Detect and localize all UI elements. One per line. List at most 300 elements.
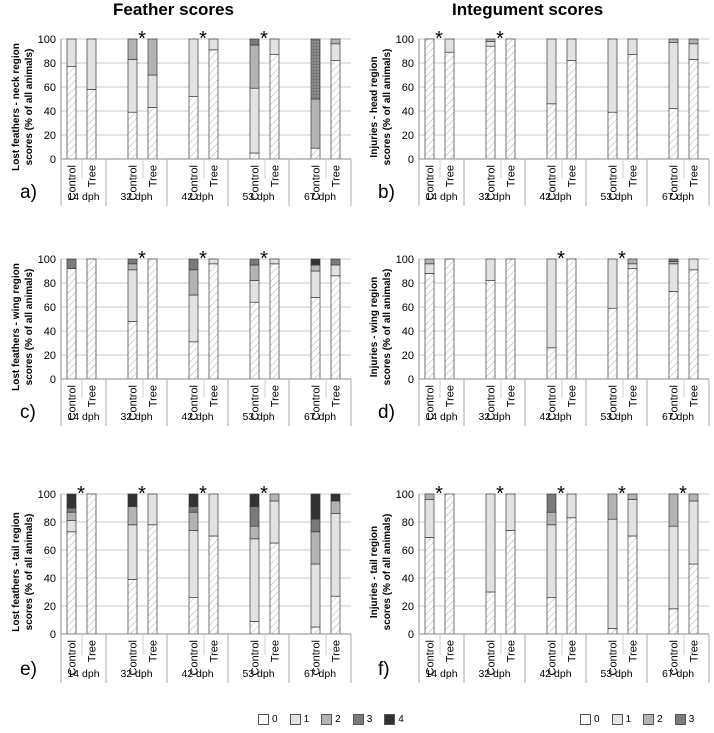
x-treatment-label: Tree	[688, 165, 701, 188]
legend-feather	[258, 714, 404, 725]
x-group-label: 14 dph	[67, 191, 100, 203]
chart-panel-a	[11, 28, 351, 206]
y-tick-label: 80	[43, 278, 56, 290]
bar-segment-score-0	[148, 259, 157, 379]
x-group-label: 67 dph	[303, 411, 337, 423]
bar-segment-score-4	[67, 494, 76, 508]
x-group-label: 14 dph	[425, 668, 458, 680]
bar-segment-score-3	[67, 259, 76, 269]
bar-segment-score-1	[445, 39, 454, 52]
x-treatment-label: Control	[249, 165, 262, 201]
x-treatment-label: Control	[424, 640, 437, 676]
y-tick-label: 0	[49, 374, 56, 386]
bar-segment-score-0	[270, 264, 279, 379]
bar-segment-score-0	[128, 112, 137, 159]
bar-segment-score-0	[425, 273, 434, 379]
bar-segment-score-0	[189, 598, 198, 634]
panel-label: b)	[378, 182, 395, 203]
panel-label: d)	[378, 402, 395, 423]
y-tick-label: 40	[401, 326, 414, 338]
bar-segment-score-0	[311, 627, 320, 634]
x-group-label: 32 dph	[120, 668, 153, 680]
panel-label: c)	[20, 402, 36, 423]
bar-segment-score-0	[148, 525, 157, 634]
y-tick-label: 40	[401, 106, 414, 118]
significance-asterisk: *	[260, 248, 268, 270]
y-tick-label: 60	[401, 82, 414, 94]
bar-segment-score-0	[608, 628, 617, 634]
bar-segment-score-0	[445, 494, 454, 634]
y-tick-label: 20	[401, 350, 414, 362]
x-group-label: 14 dph	[425, 191, 458, 203]
bar-segment-score-0	[669, 109, 678, 159]
significance-asterisk: *	[138, 248, 146, 270]
bar-segment-score-0	[689, 564, 698, 634]
y-tick-label: 100	[395, 254, 414, 266]
x-group-label: 53 dph	[242, 668, 275, 680]
legend-swatch	[384, 714, 395, 725]
bar-segment-score-2	[669, 494, 678, 526]
bar-segment-score-0	[628, 55, 637, 159]
bar-segment-score-1	[209, 259, 218, 264]
bar-segment-score-1	[689, 44, 698, 60]
bar-segment-score-0	[445, 259, 454, 379]
legend-item	[612, 714, 632, 725]
x-treatment-label: Control	[310, 165, 323, 201]
y-tick-label: 40	[43, 573, 56, 585]
x-treatment-label: Control	[310, 640, 323, 676]
y-tick-label: 80	[401, 278, 414, 290]
bar-segment-score-0	[567, 518, 576, 634]
bar-segment-score-0	[270, 543, 279, 634]
bar-segment-score-1	[250, 539, 259, 622]
bar-segment-score-2	[128, 507, 137, 525]
bar-segment-score-3	[250, 259, 259, 265]
bar-segment-score-1	[608, 259, 617, 308]
bar-segment-score-0	[506, 39, 515, 159]
bar-segment-score-0	[331, 596, 340, 634]
x-group-label: 53 dph	[600, 668, 633, 680]
bar-segment-score-1	[189, 530, 198, 597]
x-treatment-label: Control	[249, 640, 262, 676]
legend-item	[353, 714, 373, 725]
bar-segment-score-1	[547, 525, 556, 598]
y-tick-label: 80	[43, 58, 56, 70]
bar-segment-score-0	[189, 342, 198, 379]
legend-item	[290, 714, 310, 725]
x-treatment-label: Tree	[566, 385, 579, 408]
x-group-label: 42 dph	[539, 411, 572, 423]
x-treatment-label: Control	[188, 165, 201, 201]
y-tick-label: 40	[43, 106, 56, 118]
legend-label: 0	[594, 714, 600, 725]
bar-segment-score-2	[311, 265, 320, 271]
x-treatment-label: Tree	[147, 640, 160, 663]
legend-swatch	[612, 714, 623, 725]
y-tick-label: 80	[401, 58, 414, 70]
bar-segment-score-1	[311, 564, 320, 627]
bar-segment-score-0	[250, 621, 259, 634]
significance-asterisk: *	[557, 483, 565, 505]
significance-asterisk: *	[496, 483, 504, 505]
x-group-label: 32 dph	[120, 411, 153, 423]
x-treatment-label: Control	[546, 165, 559, 201]
bar-segment-score-1	[567, 39, 576, 61]
y-axis-label: Lost feathers - tail region scores (% of all animals)	[11, 512, 35, 632]
bar-segment-score-0	[445, 52, 454, 159]
x-treatment-label: Control	[546, 385, 559, 421]
bar-segment-score-0	[506, 259, 515, 379]
bar-segment-score-1	[250, 88, 259, 153]
x-treatment-label: Tree	[444, 385, 457, 408]
legend-label: 1	[625, 714, 632, 725]
bar-segment-score-2	[628, 494, 637, 500]
x-treatment-label: Tree	[330, 640, 343, 663]
significance-asterisk: *	[618, 483, 626, 505]
x-treatment-label: Control	[188, 385, 201, 421]
x-treatment-label: Control	[485, 165, 498, 201]
bar-segment-score-1	[425, 264, 434, 274]
y-tick-label: 0	[49, 629, 56, 641]
x-group-label: 67 dph	[661, 191, 695, 203]
y-tick-label: 20	[401, 130, 414, 142]
significance-asterisk: *	[77, 483, 85, 505]
y-tick-label: 20	[43, 130, 56, 142]
bar-segment-score-1	[270, 39, 279, 55]
bar-segment-score-1	[669, 526, 678, 609]
bar-segment-score-3	[67, 508, 76, 512]
y-axis-label: Injuries - head region scores (% of all animals)	[369, 48, 393, 166]
y-tick-label: 100	[37, 489, 56, 501]
bar-segment-score-0	[486, 281, 495, 379]
bar-segment-score-0	[506, 530, 515, 634]
x-treatment-label: Control	[127, 165, 140, 201]
legend-label: 2	[335, 714, 341, 725]
legend-item	[384, 714, 404, 725]
bar-segment-score-2	[689, 494, 698, 501]
bar-segment-score-2	[628, 259, 637, 264]
x-treatment-label: Tree	[566, 165, 579, 188]
bar-segment-score-3	[250, 507, 259, 527]
x-treatment-label: Tree	[330, 165, 343, 188]
bar-segment-score-4	[311, 494, 320, 519]
bar-segment-score-1	[209, 494, 218, 536]
significance-asterisk: *	[199, 483, 207, 505]
bar-segment-score-2	[250, 265, 259, 281]
legend-integument	[580, 714, 694, 725]
x-treatment-label: Control	[668, 165, 681, 201]
bar-segment-score-1	[189, 295, 198, 342]
bar-segment-score-1	[148, 75, 157, 107]
panel-label: f)	[378, 659, 390, 680]
bar-segment-score-0	[689, 59, 698, 159]
x-treatment-label: Control	[607, 385, 620, 421]
bar-segment-score-1	[669, 264, 678, 292]
significance-asterisk: *	[138, 483, 146, 505]
bar-segment-score-0	[486, 46, 495, 159]
y-tick-label: 60	[43, 545, 56, 557]
y-tick-label: 40	[43, 326, 56, 338]
bar-segment-score-4	[331, 494, 340, 501]
x-treatment-label: Control	[546, 640, 559, 676]
y-axis-label: Lost feathers - neck region scores (% of all animals)	[11, 43, 35, 171]
bar-segment-score-3	[311, 519, 320, 532]
bar-segment-score-3	[250, 39, 259, 45]
bar-segment-score-1	[87, 39, 96, 89]
x-treatment-label: Tree	[627, 385, 640, 408]
bar-segment-score-1	[486, 494, 495, 592]
y-tick-label: 100	[37, 254, 56, 266]
bar-segment-score-1	[270, 501, 279, 543]
x-group-label: 14 dph	[67, 411, 100, 423]
legend-label: 3	[366, 714, 373, 725]
x-treatment-label: Tree	[86, 165, 99, 188]
bar-segment-score-0	[250, 153, 259, 159]
bar-segment-score-1	[209, 39, 218, 50]
bar-segment-score-0	[331, 276, 340, 379]
bar-segment-score-0	[669, 291, 678, 379]
y-tick-label: 60	[401, 545, 414, 557]
significance-asterisk: *	[435, 28, 443, 50]
chart-panel-f	[369, 483, 709, 683]
x-treatment-label: Tree	[505, 385, 518, 408]
bar-segment-score-0	[67, 269, 76, 379]
feather-scores-title: Feather scores	[113, 0, 234, 19]
x-treatment-label: Tree	[269, 165, 282, 188]
bar-segment-score-1	[608, 519, 617, 628]
chart-panel-b	[369, 28, 709, 206]
bar-segment-score-1	[506, 494, 515, 530]
legend-swatch	[643, 714, 654, 725]
bar-segment-score-1	[148, 494, 157, 525]
x-treatment-label: Tree	[147, 385, 160, 408]
significance-asterisk: *	[618, 248, 626, 270]
bar-segment-score-2	[67, 512, 76, 520]
y-tick-label: 0	[407, 629, 414, 641]
bar-segment-score-2	[331, 39, 340, 44]
bar-segment-score-0	[628, 536, 637, 634]
bar-segment-score-2	[669, 39, 678, 43]
bar-segment-score-2	[669, 261, 678, 263]
legend-label: 2	[657, 714, 663, 725]
y-tick-label: 100	[37, 34, 56, 46]
x-treatment-label: Tree	[208, 385, 221, 408]
bar-segment-score-1	[567, 494, 576, 518]
x-treatment-label: Tree	[688, 385, 701, 408]
bar-segment-score-0	[67, 67, 76, 159]
bar-segment-score-1	[67, 39, 76, 67]
bar-segment-score-0	[608, 308, 617, 379]
y-tick-label: 80	[43, 517, 56, 529]
bar-segment-score-1	[270, 259, 279, 264]
y-axis-label: Injuries - wing region scores (% of all animals)	[369, 268, 393, 386]
x-treatment-label: Control	[607, 640, 620, 676]
x-group-label: 53 dph	[242, 191, 275, 203]
x-group-label: 67 dph	[661, 668, 695, 680]
y-tick-label: 40	[401, 573, 414, 585]
x-treatment-label: Tree	[269, 385, 282, 408]
y-tick-label: 20	[43, 601, 56, 613]
significance-asterisk: *	[260, 28, 268, 50]
legend-swatch	[290, 714, 301, 725]
x-group-label: 14 dph	[67, 668, 100, 680]
x-treatment-label: Control	[249, 385, 262, 421]
bar-segment-score-0	[311, 297, 320, 379]
bar-segment-score-1	[425, 500, 434, 538]
x-treatment-label: Tree	[505, 640, 518, 663]
bar-segment-score-0	[87, 259, 96, 379]
x-group-label: 42 dph	[539, 191, 572, 203]
bar-segment-score-0	[628, 269, 637, 379]
panel-label: e)	[20, 659, 37, 680]
bar-segment-score-4	[189, 494, 198, 507]
x-treatment-label: Control	[668, 385, 681, 421]
x-group-label: 42 dph	[181, 191, 214, 203]
y-tick-label: 100	[395, 489, 414, 501]
x-group-label: 67 dph	[303, 191, 337, 203]
panel-label: a)	[20, 182, 37, 203]
bar-segment-score-1	[331, 265, 340, 276]
bar-segment-score-3	[669, 259, 678, 261]
x-treatment-label: Control	[310, 385, 323, 421]
bar-segment-score-2	[689, 39, 698, 44]
bar-segment-score-0	[567, 259, 576, 379]
significance-asterisk: *	[199, 248, 207, 270]
bar-segment-score-0	[425, 39, 434, 159]
x-treatment-label: Control	[188, 640, 201, 676]
bar-segment-score-0	[669, 609, 678, 634]
bar-segment-score-0	[331, 61, 340, 159]
bar-segment-score-0	[311, 148, 320, 159]
legend-item	[321, 714, 341, 725]
bar-segment-score-1	[128, 59, 137, 112]
bar-segment-score-2	[486, 39, 495, 41]
legend-item	[675, 714, 695, 725]
y-tick-label: 60	[43, 302, 56, 314]
significance-asterisk: *	[435, 483, 443, 505]
x-treatment-label: Tree	[86, 385, 99, 408]
bar-segment-score-0	[425, 537, 434, 634]
bar-segment-score-3	[189, 259, 198, 270]
legend-label: 3	[688, 714, 695, 725]
y-axis-label: Injuries - tail region scores (% of all animals)	[369, 513, 393, 631]
significance-asterisk: *	[199, 28, 207, 50]
bar-segment-score-0	[128, 321, 137, 379]
bar-segment-score-0	[209, 536, 218, 634]
bar-segment-score-1	[311, 271, 320, 297]
bar-segment-score-3	[128, 259, 137, 264]
x-treatment-label: Tree	[627, 640, 640, 663]
x-treatment-label: Control	[424, 165, 437, 201]
x-treatment-label: Tree	[147, 165, 160, 188]
y-axis-label: Lost feathers - wing region scores (% of all animals)	[11, 263, 35, 391]
bar-segment-score-1	[608, 39, 617, 112]
bar-segment-score-1	[486, 259, 495, 281]
bar-segment-score-0	[189, 97, 198, 159]
x-treatment-label: Control	[485, 640, 498, 676]
x-treatment-label: Tree	[444, 165, 457, 188]
legend-swatch	[580, 714, 591, 725]
x-treatment-label: Tree	[566, 640, 579, 663]
significance-asterisk: *	[557, 248, 565, 270]
bar-segment-score-2	[331, 501, 340, 514]
x-group-label: 32 dph	[120, 191, 153, 203]
x-treatment-label: Tree	[444, 640, 457, 663]
y-tick-label: 60	[43, 82, 56, 94]
x-group-label: 32 dph	[478, 411, 511, 423]
bar-segment-score-4	[250, 494, 259, 507]
bar-segment-score-2	[547, 512, 556, 525]
legend-label: 4	[398, 714, 404, 725]
y-tick-label: 100	[395, 34, 414, 46]
bar-segment-score-4	[311, 259, 320, 265]
bar-segment-score-1	[250, 281, 259, 303]
significance-asterisk: *	[679, 483, 687, 505]
x-treatment-label: Tree	[86, 640, 99, 663]
bar-segment-score-2	[311, 532, 320, 564]
legend-swatch	[675, 714, 686, 725]
bar-segment-score-3	[331, 259, 340, 265]
bar-segment-score-0	[547, 598, 556, 634]
bar-segment-score-3	[311, 39, 320, 99]
bar-segment-score-1	[689, 259, 698, 270]
bar-segment-score-0	[128, 579, 137, 634]
x-treatment-label: Control	[485, 385, 498, 421]
bar-segment-score-2	[189, 270, 198, 295]
bar-segment-score-0	[270, 55, 279, 159]
bar-segment-score-1	[547, 39, 556, 104]
x-group-label: 53 dph	[600, 191, 633, 203]
bar-segment-score-1	[67, 521, 76, 532]
x-group-label: 32 dph	[478, 668, 511, 680]
bar-segment-score-0	[87, 89, 96, 159]
y-tick-label: 0	[407, 374, 414, 386]
x-group-label: 42 dph	[181, 411, 214, 423]
legend-label: 1	[303, 714, 310, 725]
y-tick-label: 60	[401, 302, 414, 314]
legend-swatch	[321, 714, 332, 725]
x-group-label: 14 dph	[425, 411, 458, 423]
bar-segment-score-3	[547, 494, 556, 512]
y-tick-label: 0	[407, 154, 414, 166]
y-tick-label: 20	[401, 601, 414, 613]
x-treatment-label: Control	[66, 640, 79, 676]
bar-segment-score-1	[128, 270, 137, 322]
bar-segment-score-0	[250, 302, 259, 379]
bar-segment-score-1	[628, 500, 637, 536]
bar-segment-score-2	[270, 494, 279, 501]
bar-segment-score-0	[209, 50, 218, 159]
x-treatment-label: Tree	[505, 165, 518, 188]
bar-segment-score-3	[189, 507, 198, 513]
bar-segment-score-1	[689, 501, 698, 564]
y-tick-label: 0	[49, 154, 56, 166]
chart-panel-e	[11, 483, 351, 683]
x-treatment-label: Tree	[688, 640, 701, 663]
y-tick-label: 20	[43, 350, 56, 362]
x-treatment-label: Tree	[208, 640, 221, 663]
x-treatment-label: Control	[668, 640, 681, 676]
bar-segment-score-0	[547, 348, 556, 379]
x-treatment-label: Control	[127, 640, 140, 676]
bar-segment-score-1	[331, 44, 340, 61]
bar-segment-score-1	[189, 39, 198, 97]
bar-segment-score-0	[689, 270, 698, 379]
x-group-label: 53 dph	[600, 411, 633, 423]
bar-segment-score-2	[148, 39, 157, 75]
legend-item	[258, 714, 278, 725]
significance-asterisk: *	[496, 28, 504, 50]
